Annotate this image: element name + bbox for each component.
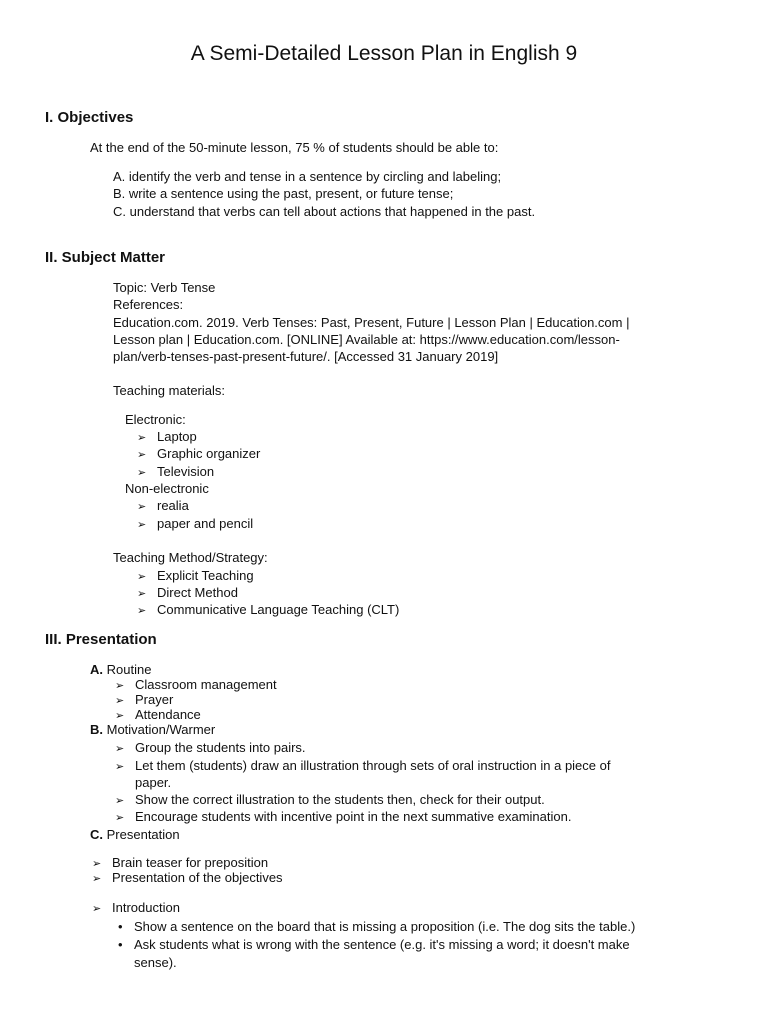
list-item — [92, 899, 180, 918]
reference-line: Lesson plan | Education.com. [ONLINE] Available at: https://www.education.com/lesson- — [113, 332, 620, 347]
arrow-bullet-icon: ➢ — [137, 571, 147, 583]
arrow-bullet-icon: ➢ — [137, 432, 147, 444]
arrow-bullet-icon: ➢ — [137, 588, 147, 600]
list-item-text: paper and pencil — [157, 516, 254, 531]
reference-line: Education.com. 2019. Verb Tenses: Past, Present, Future | Lesson Plan | Education.com | — [113, 315, 630, 330]
arrow-bullet-icon: ➢ — [137, 449, 147, 461]
method-label: Teaching Method/Strategy: — [113, 550, 268, 565]
list-item-text: Encourage students with incentive point in the next summative examination. — [135, 809, 572, 824]
objectives-heading: I. Objectives — [45, 109, 134, 126]
list-item — [137, 601, 399, 620]
list-item — [115, 757, 610, 776]
section-letter: A. — [90, 662, 103, 677]
list-item-text: Show the correct illustration to the students then, check for their output. — [135, 792, 545, 807]
list-item-continuation: sense). — [134, 955, 177, 970]
list-item-text: realia — [157, 498, 189, 513]
list-item — [118, 936, 630, 953]
list-item-text: Explicit Teaching — [157, 568, 254, 583]
list-item — [137, 497, 189, 516]
list-item-text: Show a sentence on the board that is missing a proposition (i.e. The dog sits the table.) — [134, 919, 636, 934]
section-letter: C. — [90, 827, 103, 842]
arrow-bullet-icon: ➢ — [115, 695, 125, 707]
arrow-bullet-icon: ➢ — [92, 858, 102, 870]
list-item-text: Let them (students) draw an illustration through sets of oral instruction in a piece of — [135, 758, 611, 773]
arrow-bullet-icon: ➢ — [137, 519, 147, 531]
arrow-bullet-icon: ➢ — [115, 710, 125, 722]
round-bullet-icon: • — [118, 937, 123, 952]
list-item-text: Presentation of the objectives — [112, 870, 283, 885]
section-c-label — [90, 826, 180, 843]
arrow-bullet-icon: ➢ — [92, 873, 102, 885]
list-item-text: Television — [157, 464, 215, 479]
arrow-bullet-icon: ➢ — [115, 743, 125, 755]
reference-line: plan/verb-tenses-past-present-future/. [Accessed 31 January 2019] — [113, 349, 499, 364]
section-letter: B. — [90, 722, 103, 737]
subject-matter-heading: II. Subject Matter — [45, 249, 166, 266]
list-item — [92, 869, 283, 888]
list-item-text: Brain teaser for preposition — [112, 855, 269, 870]
list-item-text: Group the students into pairs. — [135, 740, 306, 755]
arrow-bullet-icon: ➢ — [137, 467, 147, 479]
section-b-label — [90, 721, 215, 738]
list-item-text: Attendance — [135, 707, 201, 722]
document-title: A Semi-Detailed Lesson Plan in English 9 — [190, 42, 578, 65]
objectives-intro: At the end of the 50-minute lesson, 75 % of students should be able to: — [90, 140, 499, 155]
arrow-bullet-icon: ➢ — [115, 795, 125, 807]
objective-item: C. understand that verbs can tell about actions that happened in the past. — [113, 204, 536, 219]
arrow-bullet-icon: ➢ — [115, 812, 125, 824]
list-item-text: Prayer — [135, 692, 174, 707]
section-title: Presentation — [106, 827, 180, 842]
arrow-bullet-icon: ➢ — [115, 761, 125, 773]
section-title: Motivation/Warmer — [106, 722, 216, 737]
materials-label: Teaching materials: — [113, 383, 225, 398]
list-item-text: Ask students what is wrong with the sentence (e.g. it's missing a word; it doesn't make — [134, 937, 630, 952]
round-bullet-icon: • — [118, 919, 123, 934]
list-item-text: Introduction — [112, 900, 180, 915]
list-item-text: Laptop — [157, 429, 197, 444]
list-item — [115, 808, 571, 827]
list-item — [137, 515, 253, 534]
arrow-bullet-icon: ➢ — [115, 680, 125, 692]
list-item-text: Communicative Language Teaching (CLT) — [157, 602, 400, 617]
list-item — [137, 445, 260, 464]
objective-item: A. identify the verb and tense in a sentence by circling and labeling; — [113, 169, 502, 184]
references-label: References: — [113, 297, 184, 312]
list-item — [115, 739, 306, 758]
non-electronic-label: Non-electronic — [125, 481, 209, 496]
arrow-bullet-icon: ➢ — [137, 605, 147, 617]
section-title: Routine — [106, 662, 152, 677]
list-item-text: Graphic organizer — [157, 446, 261, 461]
electronic-label: Electronic: — [125, 412, 186, 427]
list-item-continuation: paper. — [135, 775, 172, 790]
topic-line: Topic: Verb Tense — [113, 280, 216, 295]
objective-item: B. write a sentence using the past, present, or future tense; — [113, 186, 454, 201]
presentation-heading: III. Presentation — [45, 631, 157, 648]
arrow-bullet-icon: ➢ — [92, 903, 102, 915]
arrow-bullet-icon: ➢ — [137, 501, 147, 513]
list-item — [118, 918, 635, 935]
list-item-text: Direct Method — [157, 585, 238, 600]
list-item-text: Classroom management — [135, 677, 277, 692]
